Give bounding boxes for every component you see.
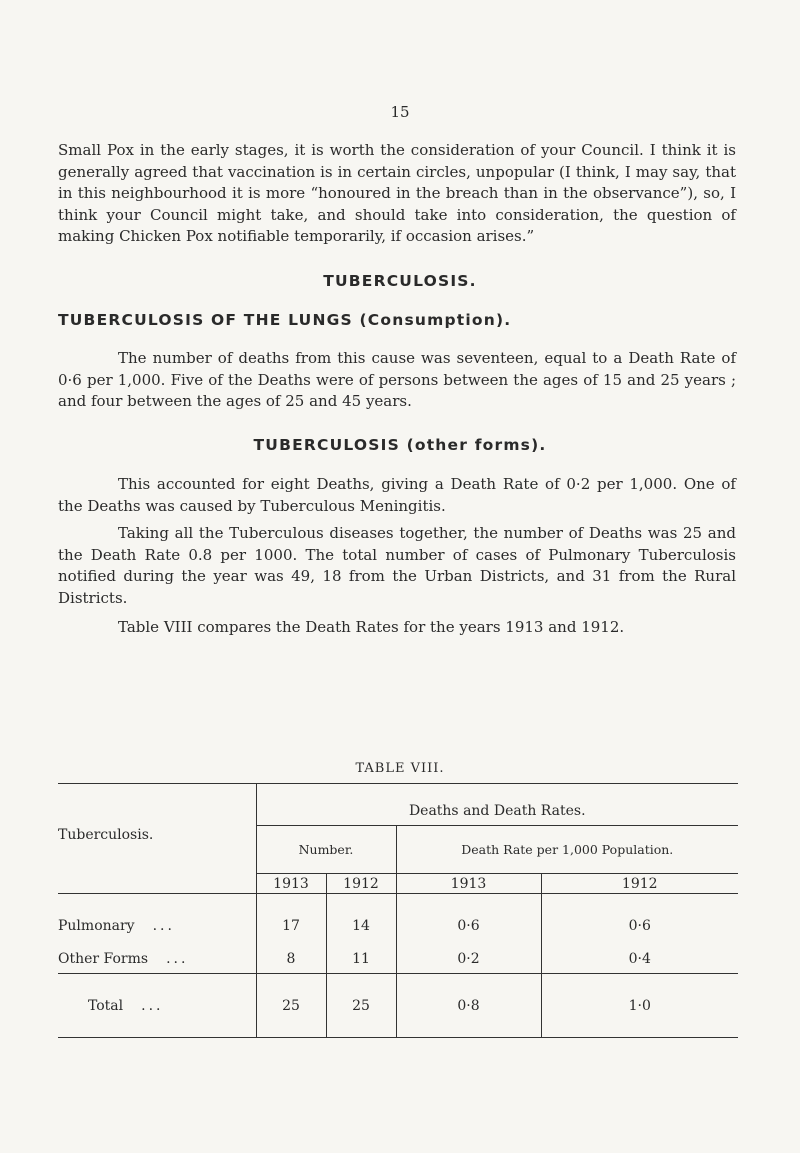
year-header-rate-1913: 1913 bbox=[396, 874, 541, 894]
section-heading: TUBERCULOSIS. bbox=[323, 272, 477, 290]
table-cell: 25 bbox=[256, 974, 326, 1038]
number-header: Number. bbox=[256, 826, 396, 874]
table-cell: 25 bbox=[326, 974, 396, 1038]
lungs-paragraph: The number of deaths from this cause was seventeen, equal to a Death Rate of 0·6 per 1,000. Five of the Deaths were of persons between the ages of 15 and 25 years ; and four between the ages of 25 and 45 years. bbox=[58, 349, 736, 410]
leader-dots: ... bbox=[166, 951, 189, 967]
year-header-number-1912: 1912 bbox=[326, 874, 396, 894]
table-cell: 1·0 bbox=[541, 974, 738, 1038]
table-title: TABLE VIII. bbox=[355, 761, 445, 776]
other-forms-heading: TUBERCULOSIS (other forms). bbox=[253, 436, 547, 454]
page-number: 15 bbox=[390, 103, 410, 121]
stub-header: Tuberculosis. bbox=[58, 784, 256, 894]
table-intro-paragraph: Table VIII compares the Death Rates for the years 1913 and 1912. bbox=[118, 618, 625, 636]
table-cell: 0·2 bbox=[396, 934, 541, 974]
table-cell: 11 bbox=[326, 934, 396, 974]
table-cell: 0·4 bbox=[541, 934, 738, 974]
table-cell: 17 bbox=[256, 894, 326, 934]
table-cell: 14 bbox=[326, 894, 396, 934]
row-label-other-forms: Other Forms bbox=[58, 951, 149, 967]
table-row bbox=[58, 894, 738, 934]
all-tuberculous-paragraph: Taking all the Tuberculous diseases together, the number of Deaths was 25 and the Death Rate 0.8 per 1000. The total number of cases of Pulmonary Tuberculosis notified during the year was 49, 18 from the Urban Districts, and 31 from the Rural Districts. bbox=[58, 524, 736, 607]
table-row-total bbox=[58, 974, 738, 1038]
table-cell: 0·6 bbox=[396, 894, 541, 934]
rate-header: Death Rate per 1,000 Population. bbox=[396, 826, 738, 874]
row-label-total: Total bbox=[88, 997, 124, 1014]
tuberculosis-table bbox=[58, 783, 738, 1038]
year-header-number-1913: 1913 bbox=[256, 874, 326, 894]
other-forms-paragraph: This accounted for eight Deaths, giving a Death Rate of 0·2 per 1,000. One of the Deaths was caused by Tuberculous Meningitis. bbox=[58, 475, 736, 515]
group-header: Deaths and Death Rates. bbox=[256, 784, 738, 826]
leader-dots: ... bbox=[152, 917, 175, 934]
leader-dots: ... bbox=[141, 997, 164, 1014]
lungs-heading: TUBERCULOSIS OF THE LUNGS (Consumption). bbox=[58, 311, 512, 329]
intro-paragraph: Small Pox in the early stages, it is worth the consideration of your Council. I think it is generally agreed that vaccination is in certain circles, unpopular (I think, I may say, that in this neighbourhood it is more “honoured in the breach than in the observance”), so, I think your Council might take, and should take into consideration, the question of making Chicken Pox notifiable temporarily, if occasion arises.” bbox=[58, 141, 736, 245]
table-cell: 8 bbox=[256, 934, 326, 974]
table-cell: 0·6 bbox=[541, 894, 738, 934]
table-cell: 0·8 bbox=[396, 974, 541, 1038]
row-label-pulmonary: Pulmonary bbox=[58, 917, 135, 934]
table-row bbox=[58, 934, 738, 974]
year-header-rate-1912: 1912 bbox=[541, 874, 738, 894]
